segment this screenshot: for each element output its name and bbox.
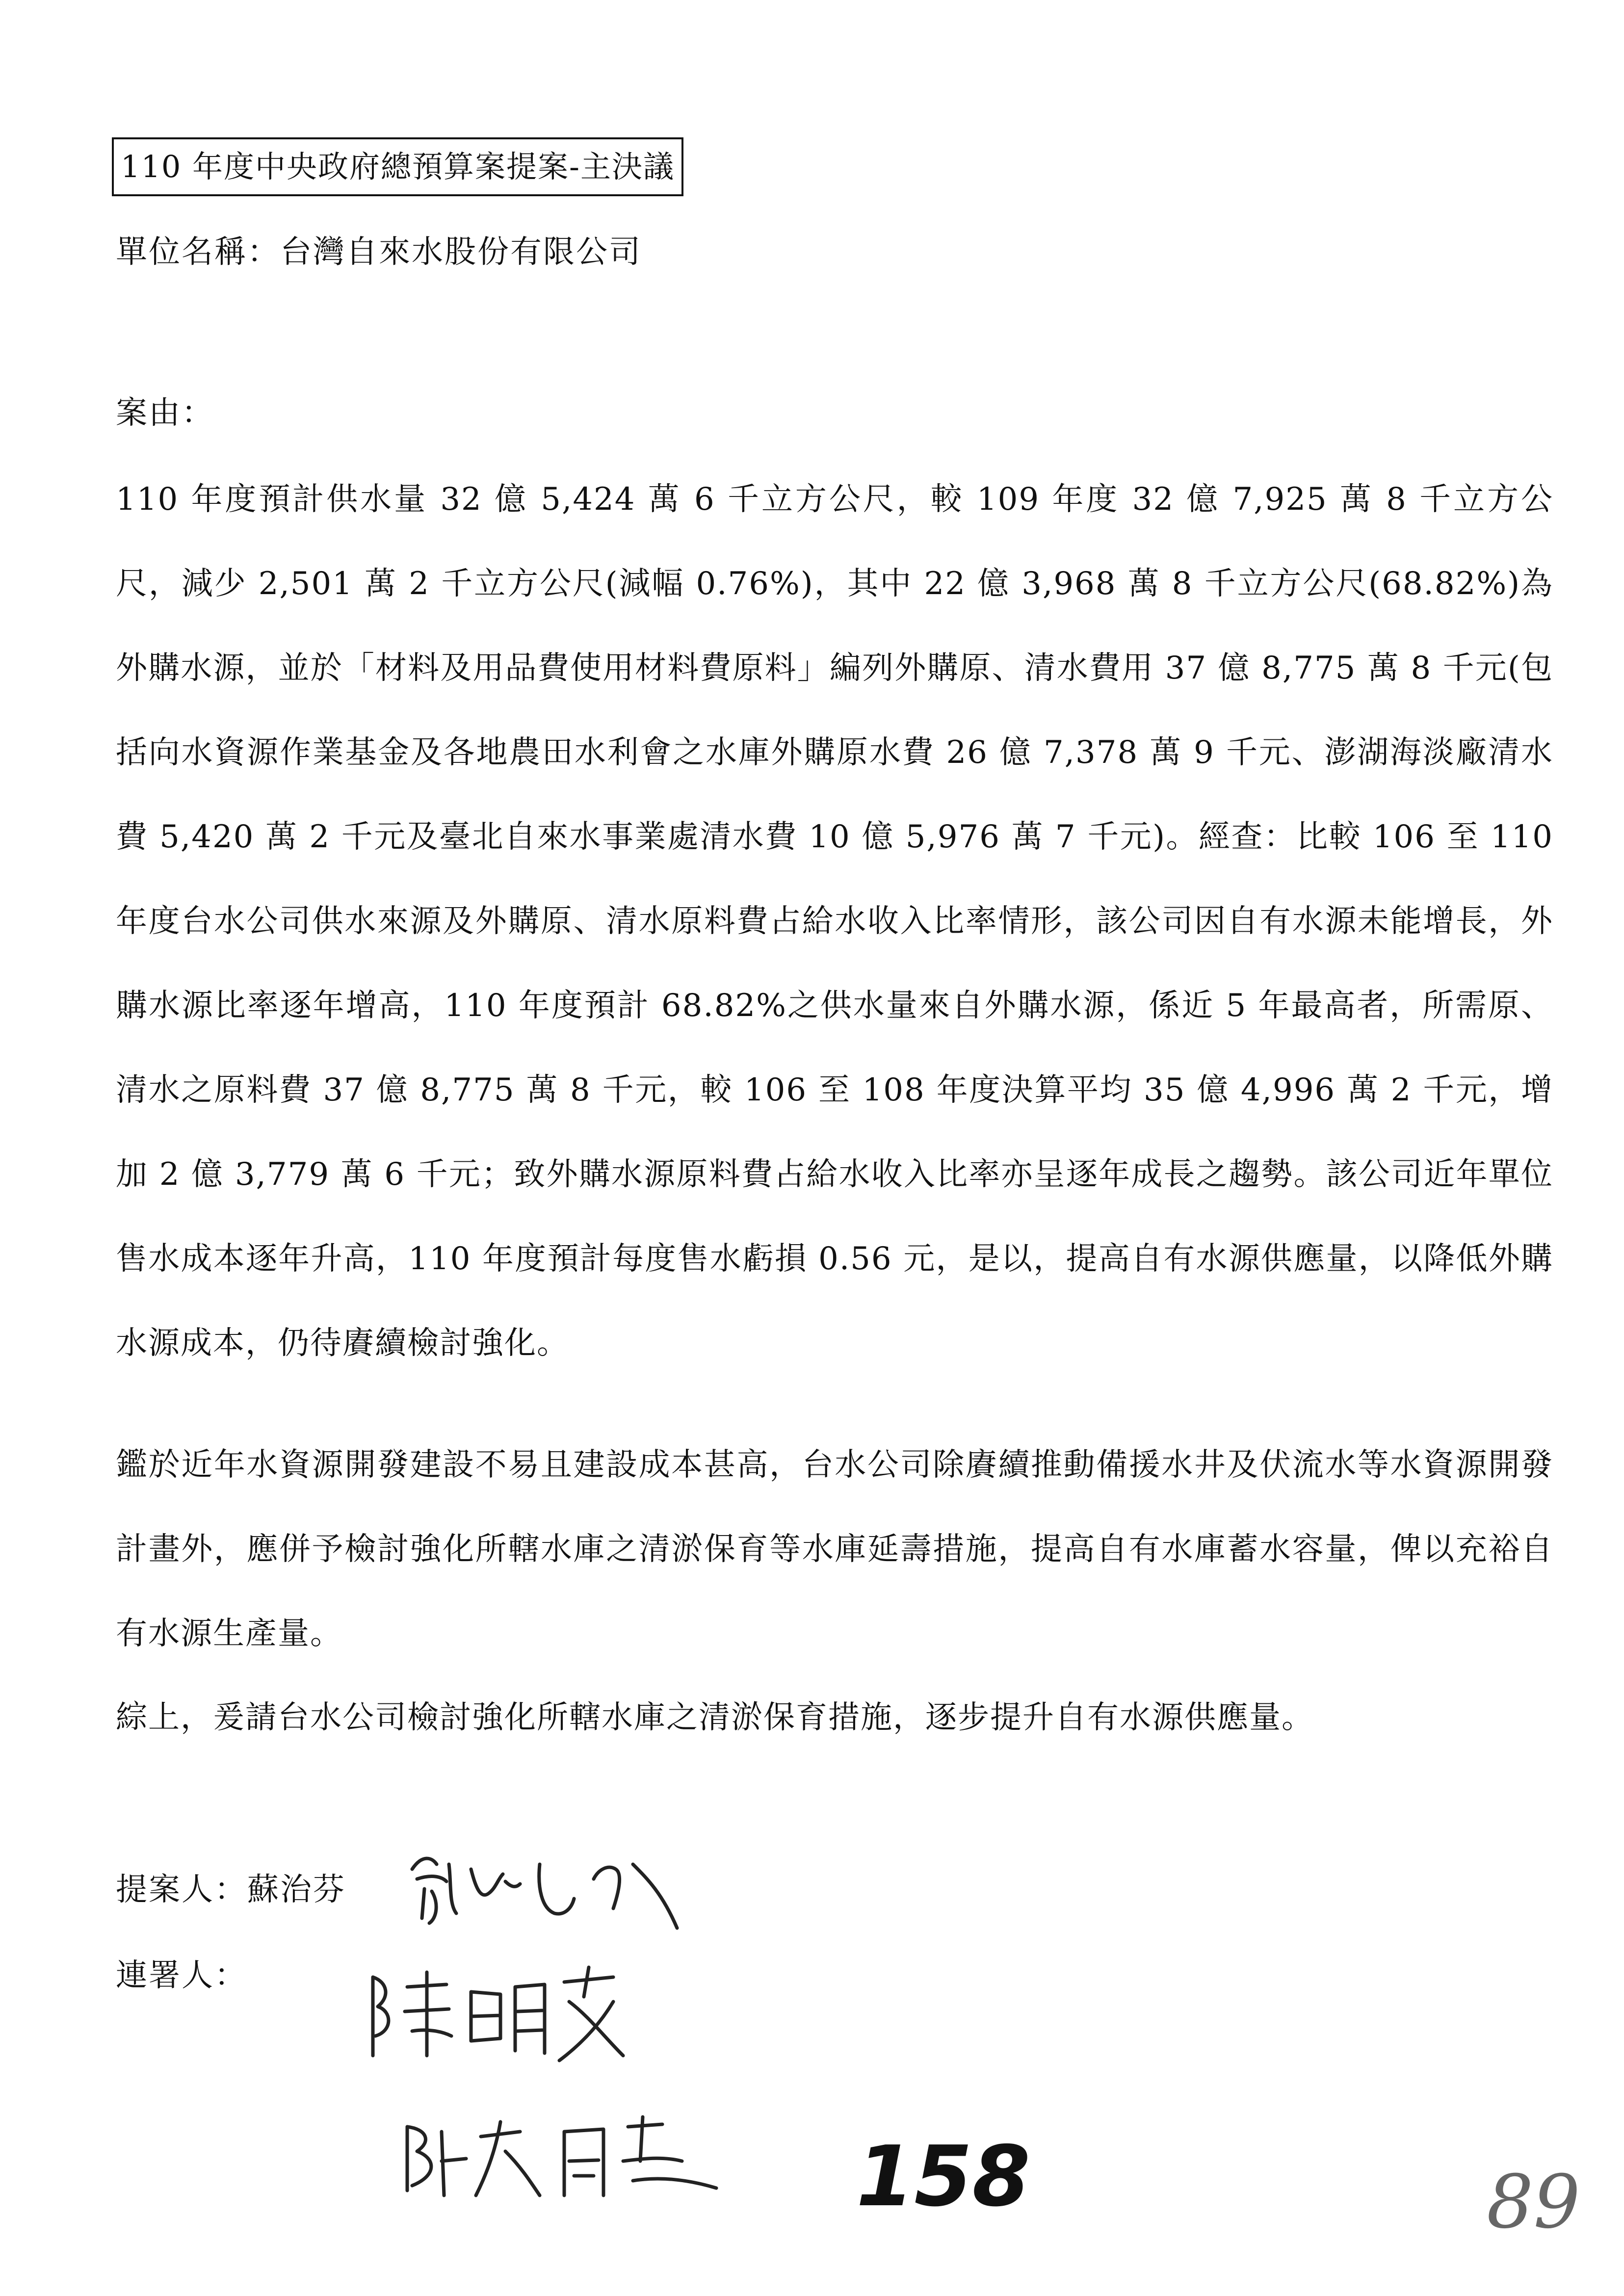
- reason-paragraph-2: 鑑於近年水資源開發建設不易且建設成本甚高，台水公司除賡續推動備援水井及伏流水等水資源開發計畫外，應併予檢討強化所轄水庫之清淤保育等水庫延壽措施，提高自有水庫蓄水容量，俾以充裕自有水源生產量。: [116, 1447, 1553, 1652]
- svg-text:89: 89: [1487, 2160, 1580, 2245]
- handwritten-page-number: [856, 2124, 1030, 2225]
- handwritten-corner-number: [1487, 2154, 1595, 2252]
- reason-paragraph-1: 110 年度預計供水量 32 億 5,424 萬 6 千立方公尺，較 109 年度 32 億 7,925 萬 8 千立方公尺，減少 2,501 萬 2 千立方公尺(減幅 0.76%)，其中 22 億 3,968 萬 8 千立方公尺(68.82%)為外購水源，並於「材料及用品費使用材料費原料」編列外購原、清水費用 37 億 8,775 萬 8 千元(包括向水資源作業基金及各地農田水利會之水庫外購原水費 26 億 7,378 萬 9 千元、澎湖海淡廠清水費 5,420 萬 2 千元及臺北自來水事業處清水費 10 億 5,976 萬 7 千元)。經查：比較 106 至 110 年度台水公司供水來源及外購原、清水原料費占給水收入比率情形，該公司因自有水源未能增長，外購水源比率逐年增高，110 年度預計 68.82%之供水量來自外購水源，係近 5 年最高者，所需原、清水之原料費 37 億 8,775 萬 8 千元，較 106 至 108 年度決算平均 35 億 4,996 萬 2 千元，增加 2 億 3,779 萬 6 千元；致外購水源原料費占給水收入比率亦呈逐年成長之趨勢。該公司近年單位售水成本逐年升高，110 年度預計每度售水虧損 0.56 元，是以，提高自有水源供應量，以降低外購水源成本，仍待賡續檢討強化。: [116, 481, 1553, 1361]
- signature-cosigner-2: [388, 2102, 731, 2220]
- svg-text:158: 158: [856, 2128, 1030, 2225]
- reason-label: 案由：: [116, 395, 214, 431]
- document-title: 110 年度中央政府總預算案提案-主決議: [112, 137, 683, 196]
- signature-cosigner-1: [358, 1957, 633, 2075]
- proposer-line: 提案人：蘇治芬: [116, 1872, 346, 1908]
- unit-name-line: 單位名稱：台灣自來水股份有限公司: [116, 234, 642, 270]
- reason-paragraph-3: 綜上，爰請台水公司檢討強化所轄水庫之清淤保育措施，逐步提升自有水源供應量。: [116, 1699, 1314, 1736]
- signature-proposer: [402, 1835, 736, 1953]
- cosigner-label: 連署人：: [116, 1957, 247, 1994]
